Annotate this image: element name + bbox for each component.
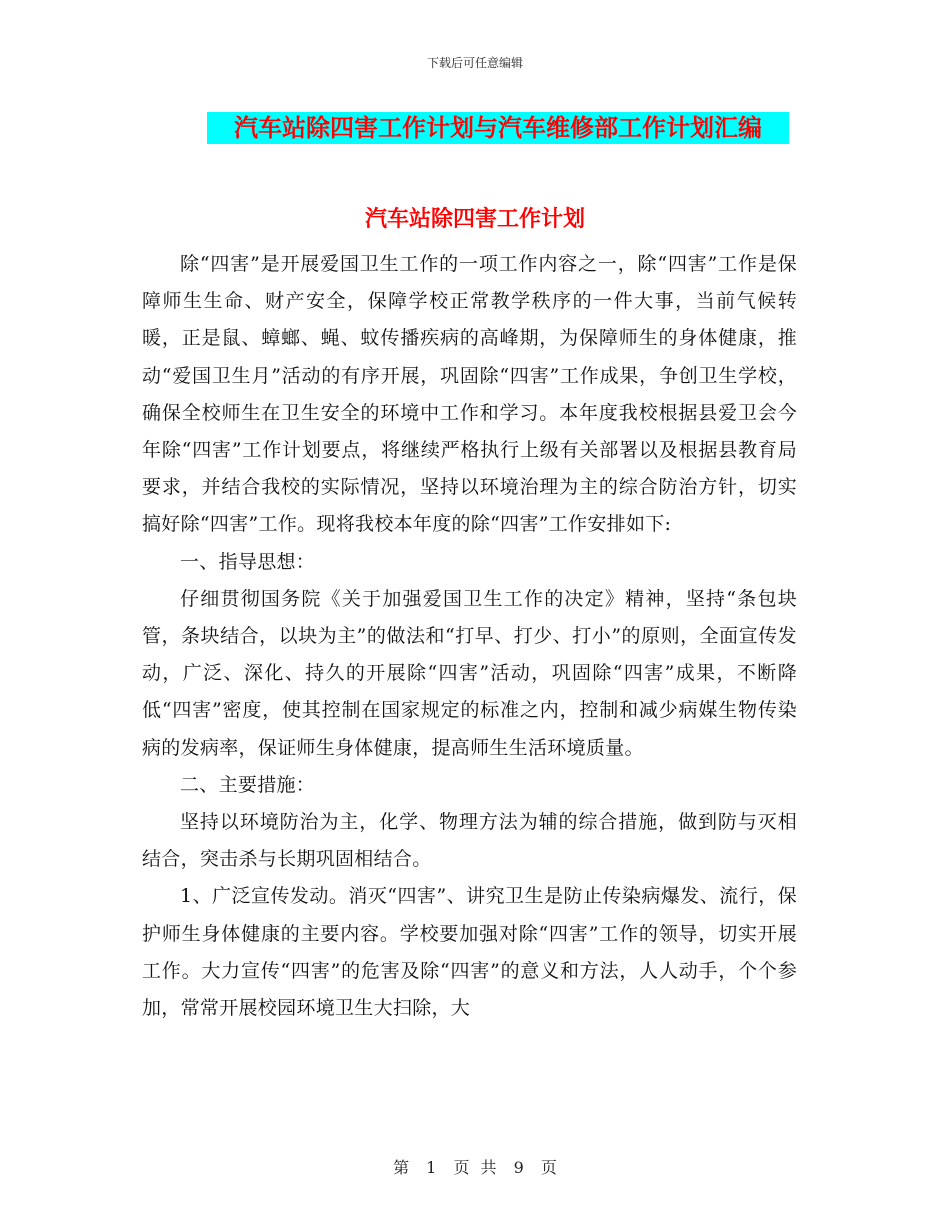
page-header-note: 下载后可任意编辑: [426, 56, 523, 70]
page-footer: [0, 1155, 950, 1178]
paragraph-main-measures: 坚持以环境防治为主，化学、物理方法为辅的综合措施，做到防与灭相结合，突击杀与长期巩固相结合。: [142, 811, 797, 871]
document-body: [142, 246, 797, 1027]
section-title: 汽车站除四害工作计划: [364, 206, 585, 232]
heading-main-measures: 二、主要措施：: [180, 773, 316, 796]
paragraph-intro: 除“四害”是开展爱国卫生工作的一项工作内容之一，除“四害”工作是保障师生生命、财产安全，保障学校正常教学秩序的一件大事，当前气候转暖，正是鼠、蟑螂、蝇、蚊传播疾病的高峰期，为保障师生的身体健康，推动“爱国卫生月”活动的有序开展，巩固除“四害”工作成果，争创卫生学校，确保全校师生在卫生安全的环境中工作和学习。本年度我校根据县爱卫会今年除“四害”工作计划要点，将继续严格执行上级有关部署以及根据县教育局要求，并结合我校的实际情况，坚持以环境治理为主的综合防治方针，切实搞好除“四害”工作。现将我校本年度的除“四害”工作安排如下:: [142, 253, 797, 536]
document-title-highlight: [207, 112, 789, 144]
footer-prefix: 第: [393, 1158, 410, 1177]
footer-suffix: 页: [540, 1158, 557, 1177]
document-title: 汽车站除四害工作计划与汽车维修部工作计划汇编: [234, 113, 762, 142]
footer-mid: 页 共: [453, 1158, 497, 1177]
paragraph-measure-1: 1、广泛宣传发动。消灭“四害”、讲究卫生是防止传染病爆发、流行，保护师生身体健康的主要内容。学校要加强对除“四害”工作的领导，切实开展工作。大力宣传“四害”的危害及除“四害”的意义和方法，人人动手，个个参加，常常开展校园环境卫生大扫除，大: [142, 885, 797, 1020]
paragraph-guiding-thought: 仔细贯彻国务院《关于加强爱国卫生工作的决定》精神，坚持“条包块管，条块结合，以块为主”的做法和“打早、打少、打小”的原则，全面宣传发动，广泛、深化、持久的开展除“四害”活动，巩固除“四害”成果，不断降低“四害”密度，使其控制在国家规定的标准之内，控制和减少病媒生物传染病的发病率，保证师生身体健康，提高师生生活环境质量。: [142, 587, 797, 759]
footer-page-number: 1: [426, 1158, 437, 1177]
footer-page-total: 9: [513, 1158, 524, 1177]
heading-guiding-thought: 一、指导思想：: [180, 550, 316, 573]
